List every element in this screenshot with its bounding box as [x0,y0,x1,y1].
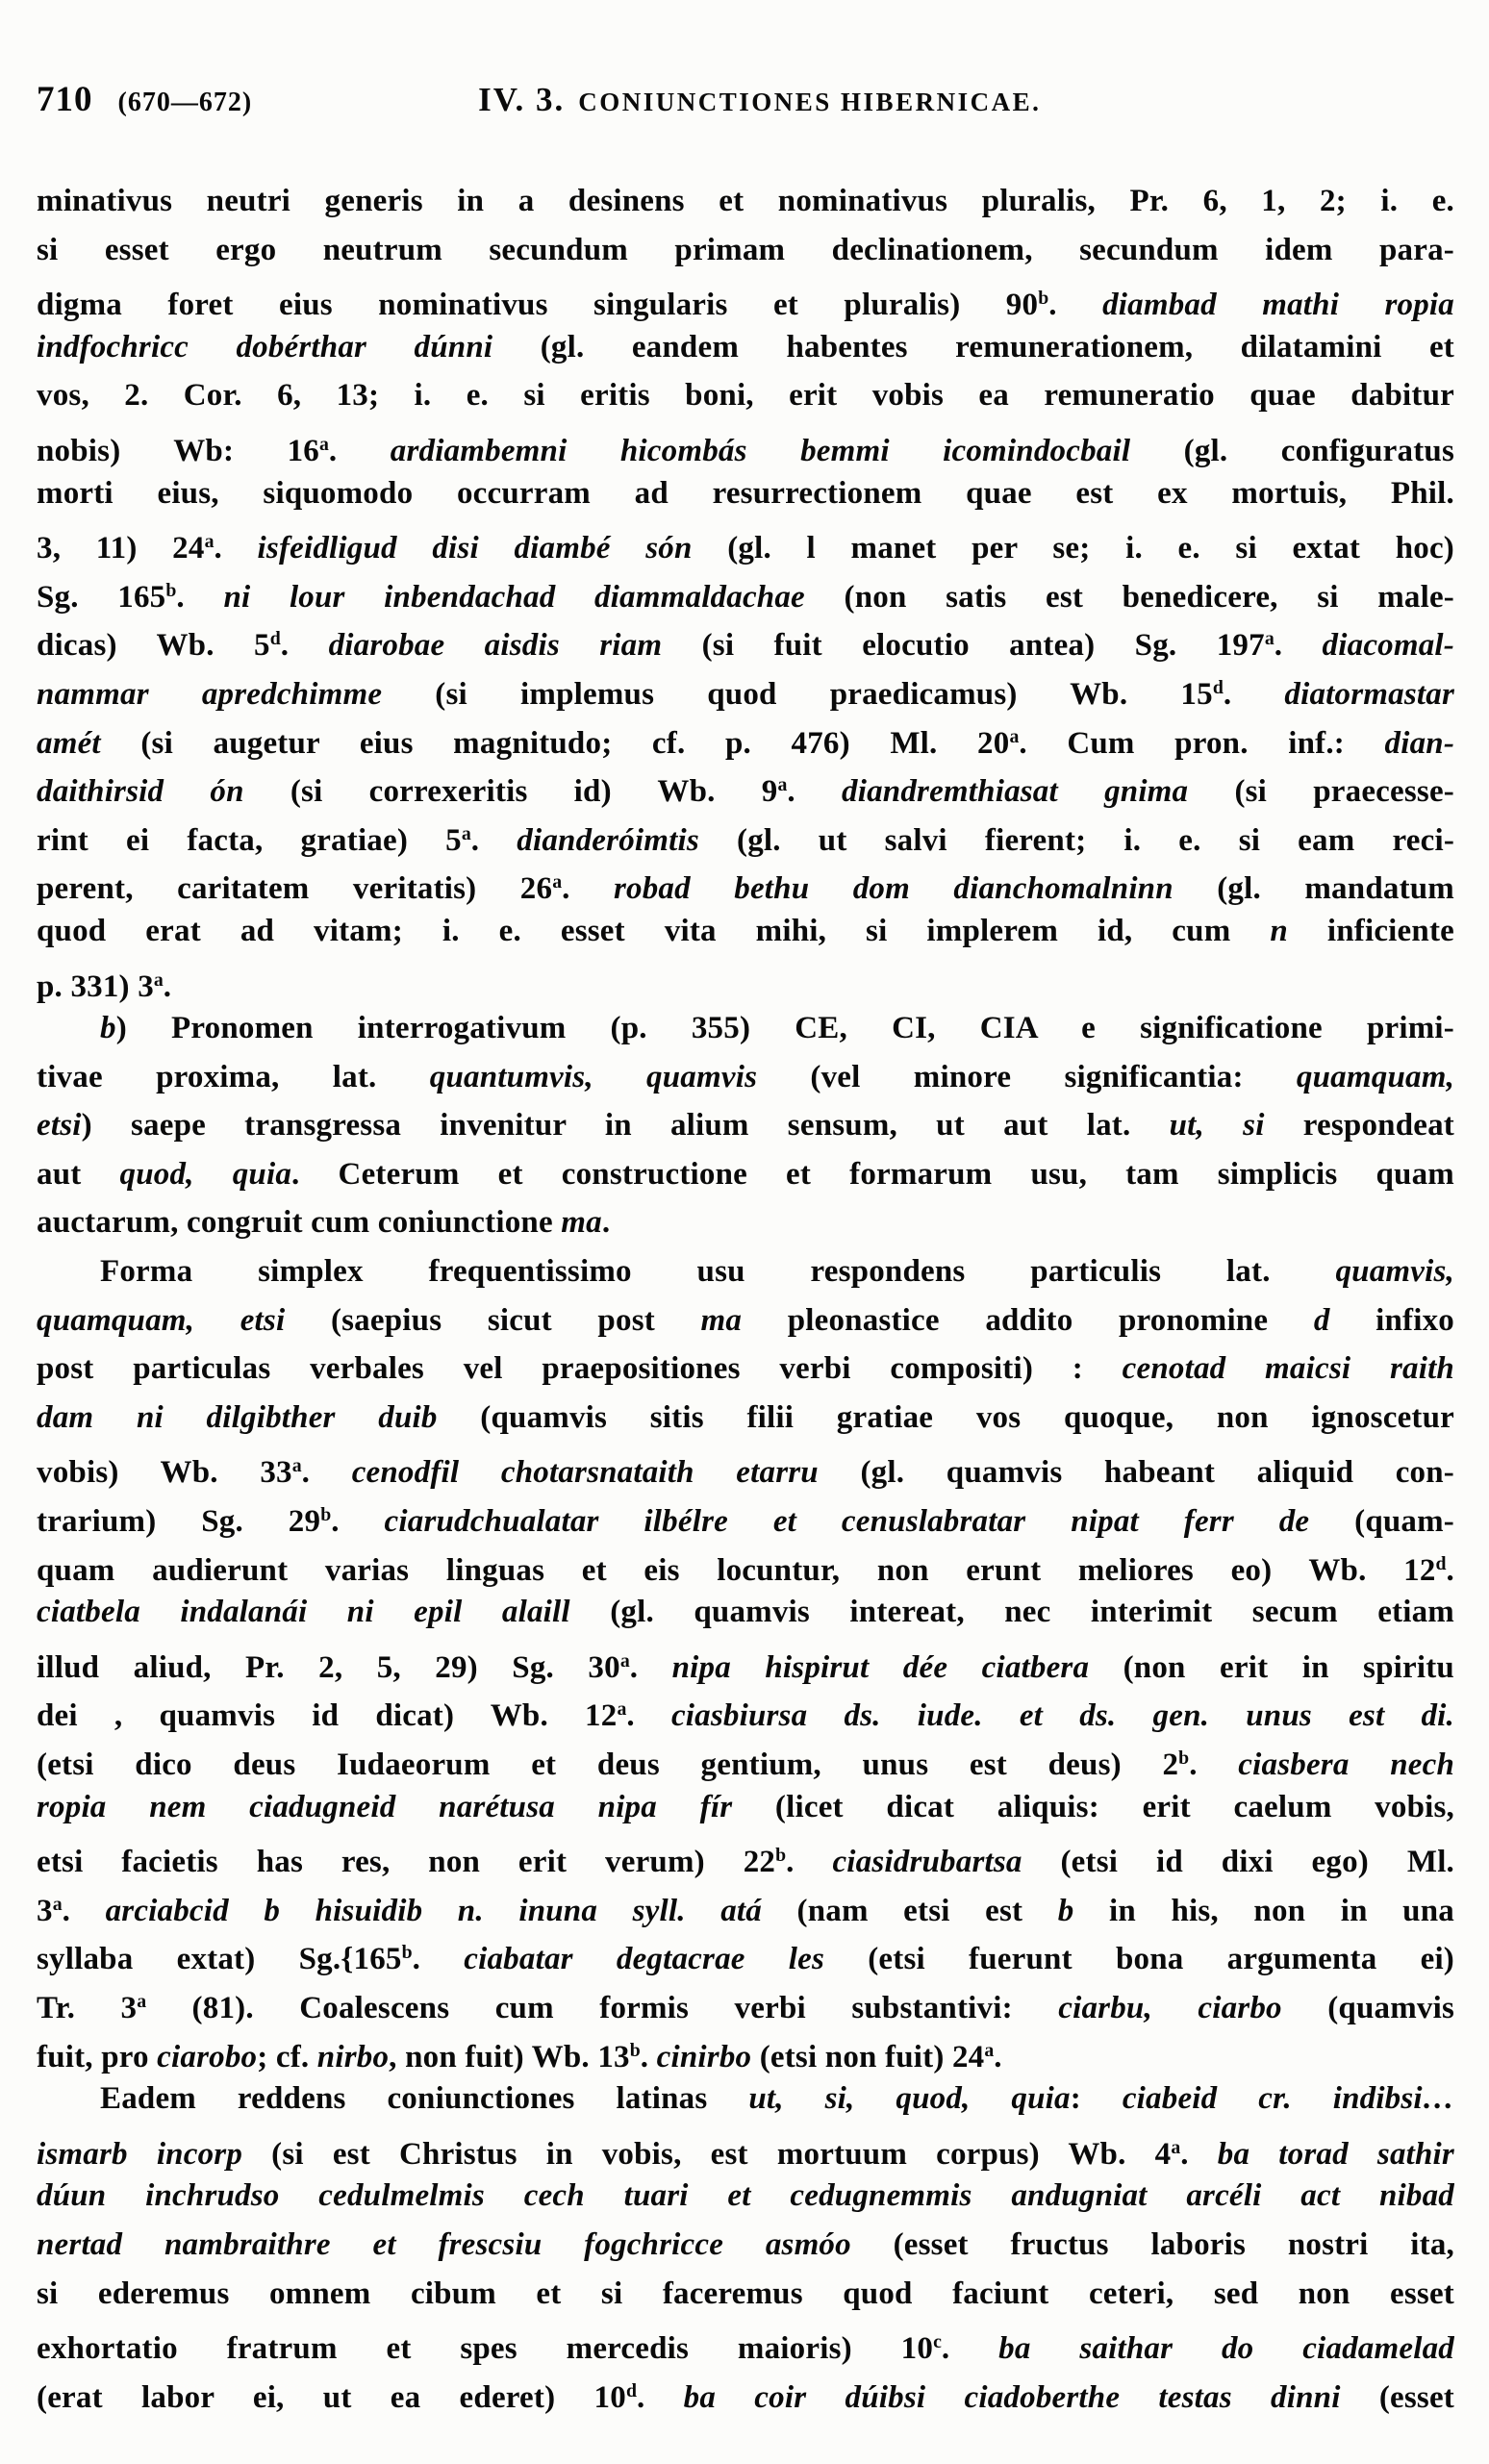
irish-phrase: ut, si, quod, quia [748,2081,1071,2117]
text-line [37,1394,1454,1443]
irish-phrase: ciasidrubartsa [832,1845,1061,1880]
latin-text: (quamvis sitis filii gratiae vos quoque, non ignoscetur [480,1399,1454,1435]
text-line [37,177,1454,226]
text-line [37,1540,1454,1589]
latin-text: nobis) Wb: 16 [37,433,319,468]
latin-text: (gl. l manet per se; i. e. si extat hoc) [727,531,1454,566]
text-line [37,1831,1454,1880]
superscript-ref: d [269,628,281,650]
text-line [37,858,1454,907]
irish-phrase: quod, quia [119,1156,292,1192]
latin-text: . [163,968,172,1004]
text-line [37,517,1454,566]
superscript-ref: a [552,871,563,893]
text-line [37,1588,1454,1637]
latin-text: aut [37,1156,120,1192]
irish-phrase: diarobae aisdis riam [328,628,702,664]
irish-phrase: nipa hispirut dée ciatbera [671,1649,1123,1685]
irish-phrase: ciabeid cr. indibsi… [1122,2081,1454,2117]
latin-text: quam audierunt varias linguas et eis locuntur, non erunt meliores eo) Wb. 12 [37,1552,1436,1588]
text-line [37,1734,1454,1783]
latin-text: illud aliud, Pr. 2, 5, 29) Sg. 30 [37,1649,620,1685]
latin-text: (quamvis [1327,1990,1454,2025]
text-line [37,1247,1454,1296]
text-line [37,810,1454,859]
latin-text: syllaba extat) Sg.{165 [37,1942,402,1977]
irish-phrase: quamquam, etsi [37,1302,331,1338]
latin-text: 3, 11) 24 [37,531,205,566]
text-line [37,2270,1454,2319]
text-line [37,2026,1454,2075]
superscript-ref: a [204,531,215,553]
latin-text: (gl. quamvis habeant aliquid con- [860,1455,1454,1491]
text-line [37,274,1454,323]
irish-phrase: dian- [1384,725,1454,761]
latin-text: . [941,2331,999,2366]
irish-phrase: cinirbo [656,2039,760,2074]
latin-text: (etsi id dixi ego) Ml. [1060,1845,1454,1880]
irish-phrase: ciasbiursa ds. iude. et ds. gen. unus est di. [670,1698,1454,1734]
latin-text: (etsi fuerunt bona argumenta ei) [868,1942,1454,1977]
text-line [37,1345,1454,1394]
latin-text: (gl. configuratus [1183,433,1454,468]
latin-text: vos, 2. Cor. 6, 13; i. e. si eritis boni, erit vobis ea remuneratio quae dabitur [37,378,1454,414]
latin-text: (non satis est benedicere, si male- [844,579,1454,615]
text-line [37,1637,1454,1686]
irish-phrase: b [1057,1893,1074,1928]
latin-text: . [640,2039,657,2074]
irish-phrase: b [100,1011,116,1046]
latin-text: ) Pronomen interrogativum (p. 355) CE, CI, CIA e significatione primi- [115,1011,1454,1046]
superscript-ref: a [461,822,471,844]
latin-text: (si augetur eius magnitudo; cf. p. 476) Ml. 20 [140,725,1010,761]
chapter-heading [478,81,1041,119]
superscript-ref: d [1435,1552,1447,1574]
text-line [37,2074,1454,2124]
irish-phrase: ba coir dúibsi ciadoberthe testas dinni [683,2379,1379,2415]
latin-text: (non erit in spiritu [1123,1649,1454,1685]
text-line [37,1442,1454,1491]
latin-text: (vel minore significantia: [810,1059,1297,1094]
text-line [37,1491,1454,1540]
irish-phrase: ciatbela indalanái ni epil alaill [37,1595,611,1630]
irish-phrase: daithirsid ón [37,774,290,809]
latin-text: (gl. ut salvi fierent; i. e. si eam reci- [737,822,1454,858]
latin-text: 3 [37,1893,53,1928]
superscript-ref: b [320,1504,332,1526]
irish-phrase: arciabcid b hisuidib n. inuna syll. atá [105,1893,797,1928]
text-line [37,2367,1454,2416]
latin-text: trarium) Sg. 29 [37,1503,321,1539]
latin-text: rint ei facta, gratiae) 5 [37,822,462,858]
superscript-ref: a [291,1455,302,1477]
latin-text: . [1180,2136,1218,2172]
latin-text: in his, non in una [1073,1893,1454,1928]
latin-text: perent, caritatem veritatis) 26 [37,871,553,907]
irish-phrase: robad bethu dom dianchomalninn [613,871,1218,907]
latin-text: infixo [1329,1302,1454,1338]
superscript-ref: c [933,2331,942,2353]
irish-phrase: ni lour inbendachad diammaldachae [223,579,845,615]
latin-text: . [301,1455,352,1491]
superscript-ref: a [619,1649,630,1672]
latin-text: Eadem reddens coniunctiones latinas [100,2081,749,2117]
irish-phrase: ut, si [1169,1108,1265,1144]
irish-phrase: d [1313,1302,1330,1338]
irish-phrase: ba saithar do ciadamelad [998,2331,1454,2366]
superscript-ref: d [1212,676,1224,698]
latin-text: . [601,1205,611,1241]
latin-text: morti eius, siquomodo occurram ad resurrectionem quae est ex mortuis, Phil. [37,475,1454,511]
superscript-ref: b [1178,1747,1190,1769]
latin-text: (si fuit elocutio antea) Sg. 197 [701,628,1265,664]
irish-phrase: isfeidligud disi diambé són [257,531,728,566]
latin-text: auctarum, congruit cum coniunctione [37,1205,562,1241]
latin-text: fuit, pro [37,2039,158,2074]
latin-text: . Ceterum et constructione et formarum usu, tam simplicis quam [291,1156,1454,1192]
irish-phrase: diatormastar [1284,676,1454,712]
text-line [37,323,1454,372]
text-line [37,1053,1454,1102]
irish-phrase: ciasbera nech [1238,1747,1454,1782]
irish-phrase: dianderóimtis [517,822,737,858]
text-line [37,1198,1454,1247]
irish-phrase: ciabatar degtacrae les [464,1942,869,1977]
text-line [37,2124,1454,2173]
irish-phrase: dam ni dilgibther duib [37,1399,481,1435]
irish-phrase: ismarb incorp [37,2136,272,2172]
latin-text: . [412,1942,465,1977]
latin-text: , non fuit) Wb. 13 [389,2039,630,2074]
text-line [37,1977,1454,2026]
superscript-ref: a [984,2039,995,2061]
latin-text: si ederemus omnem cibum et si faceremus quod faciunt ceteri, sed non esset [37,2275,1454,2311]
latin-text: vobis) Wb. 33 [37,1455,292,1491]
latin-text: (quam- [1354,1503,1454,1539]
latin-text: Forma simplex frequentissimo usu respondens particulis lat. [100,1254,1336,1290]
latin-text: ; cf. [257,2039,317,2074]
superscript-ref: a [137,1990,147,2012]
latin-text: dicas) Wb. 5 [37,628,270,664]
latin-text: . [994,2039,1002,2074]
latin-text: . [176,579,224,615]
superscript-ref: a [1264,628,1274,650]
latin-text: quod erat ad vitam; i. e. esset vita mihi, si implerem id, cum [37,913,1271,948]
irish-phrase: ciarbu, ciarbo [1058,1990,1328,2025]
irish-phrase: indfochricc dobérthar dúnni [37,329,541,365]
superscript-ref: b [401,1942,413,1964]
irish-phrase: n [1270,913,1288,948]
text-line [37,907,1454,956]
text-line [37,371,1454,420]
latin-text: . [328,433,391,468]
superscript-ref: a [52,1893,63,1915]
text-line [37,226,1454,275]
latin-text: . [1048,288,1103,323]
irish-phrase: ciarobo [157,2039,258,2074]
latin-text: digma foret eius nominativus singularis et pluralis) 90 [37,288,1039,323]
latin-text: post particulas verbales vel praepositiones verbi compositi) : [37,1351,1123,1387]
irish-phrase: nertad nambraithre et frescsiu fogchricce asmóo [37,2226,894,2262]
text-line [37,761,1454,810]
irish-phrase: nammar apredchimme [37,676,436,712]
superscript-ref: b [629,2039,641,2061]
latin-text: (gl. mandatum [1217,871,1454,907]
section-number: IV. 3. [478,81,566,118]
latin-text: tivae proxima, lat. [37,1059,430,1094]
latin-text: (etsi dico deus Iudaeorum et deus gentium, unus est deus) 2 [37,1747,1179,1782]
latin-text: (etsi non fuit) 24 [759,2039,985,2074]
latin-text: . [626,1698,671,1734]
text-line [37,420,1454,469]
irish-phrase: ciarudchualatar ilbélre et cenuslabratar nipat ferr de [384,1503,1355,1539]
superscript-ref: a [777,774,788,796]
text-line [37,1150,1454,1199]
latin-text: : [1070,2081,1123,2117]
latin-text: . [1446,1552,1454,1588]
irish-phrase: ba torad sathir [1217,2136,1454,2172]
folio-range: (670—672) [117,88,253,117]
text-line [37,2318,1454,2367]
latin-text: p. 331) 3 [37,968,154,1004]
text-line [37,2221,1454,2270]
latin-text: . [629,1649,672,1685]
text-line [37,1880,1454,1929]
latin-text: (gl. quamvis intereat, nec interimit secum etiam [610,1595,1454,1630]
text-line [37,2172,1454,2221]
latin-text: (si praecesse- [1234,774,1454,809]
text-line [37,469,1454,518]
latin-text: ) saepe transgressa invenitur in alium sensum, ut aut lat. [81,1108,1170,1144]
latin-text: (esset [1378,2379,1454,2415]
irish-phrase: ropia nem ciadugneid narétusa nipa fír [37,1789,775,1824]
irish-phrase: amét [37,725,141,761]
latin-text: Tr. 3 [37,1990,138,2025]
latin-text: . Cum pron. inf.: [1019,725,1385,761]
text-line [37,1685,1454,1734]
text-line [37,566,1454,616]
latin-text: (saepius sicut post [330,1302,701,1338]
page-body [37,177,1454,2415]
latin-text: si esset ergo neutrum secundum primam declinationem, secundum idem para- [37,232,1454,267]
latin-text: . [214,531,258,566]
latin-text: etsi facietis has res, non erit verum) 22 [37,1845,776,1880]
latin-text: (si correxeritis id) Wb. 9 [290,774,778,809]
irish-phrase: diandremthiasat gnima [842,774,1235,809]
latin-text: . [62,1893,106,1928]
superscript-ref: a [1171,2136,1181,2158]
irish-phrase: diacomal- [1322,628,1454,664]
latin-text: Sg. 165 [37,579,166,615]
latin-text: inficiente [1287,913,1454,948]
text-line [37,1004,1454,1053]
irish-phrase: quantumvis, quamvis [429,1059,811,1094]
latin-text: . [562,871,614,907]
text-line [37,1101,1454,1150]
irish-phrase: ardiambemni hicombás bemmi icomindocbail [390,433,1184,468]
latin-text: pleonastice addito pronomine [742,1302,1314,1338]
latin-text: exhortatio fratrum et spes mercedis maioris) 10 [37,2331,934,2366]
irish-phrase: quamvis, [1335,1254,1454,1290]
latin-text: (si est Christus in vobis, est mortuum corpus) Wb. 4 [271,2136,1172,2172]
text-line [37,1296,1454,1345]
latin-text: . [331,1503,385,1539]
latin-text: . [1223,676,1285,712]
superscript-ref: a [1009,725,1020,747]
latin-text: dei , quamvis id dicat) Wb. 12 [37,1698,618,1734]
latin-text: (esset fructus laboris nostri ita, [893,2226,1454,2262]
irish-phrase: cenotad maicsi raith [1122,1351,1454,1387]
text-line [37,664,1454,713]
latin-text: respondeat [1264,1108,1454,1144]
text-line [37,1928,1454,1977]
irish-phrase: quamquam, [1296,1059,1454,1094]
superscript-ref: b [165,579,177,601]
latin-text: . [470,822,517,858]
text-line [37,713,1454,762]
text-line [37,615,1454,664]
running-title: CONIUNCTIONES HIBERNICAE. [578,88,1042,116]
latin-text: (si implemus quod praedicamus) Wb. 15 [435,676,1213,712]
irish-phrase: dúun inchrudso cedulmelmis cech tuari et cedugnemmis andugniat arcéli act nibad [37,2178,1454,2214]
latin-text: . [1189,1747,1239,1782]
running-header [37,79,1454,117]
latin-text: (erat labor ei, ut ea ederet) 10 [37,2379,626,2415]
irish-phrase: nirbo [316,2039,390,2074]
latin-text: minativus neutri generis in a desinens et nominativus pluralis, Pr. 6, 1, 2; i. e. [37,184,1454,218]
superscript-ref: a [318,433,329,455]
header-left [37,79,252,120]
latin-text: . [1274,628,1323,664]
latin-text: . [787,774,842,809]
latin-text: (gl. eandem habentes remunerationem, dilatamini et [540,329,1454,365]
irish-phrase: cenodfil chotarsnataith etarru [351,1455,861,1491]
superscript-ref: d [625,2379,637,2401]
page-number: 710 [37,80,93,119]
text-line [37,956,1454,1005]
superscript-ref: b [1038,288,1049,310]
irish-phrase: diambad mathi ropia [1102,288,1454,323]
irish-phrase: etsi [37,1108,82,1144]
latin-text: . [786,1845,833,1880]
latin-text: . [636,2379,684,2415]
irish-phrase: ma [700,1302,743,1338]
latin-text: (81). Coalescens cum formis verbi substantivi: [146,1990,1059,2025]
latin-text: (nam etsi est [796,1893,1058,1928]
text-line [37,1783,1454,1832]
superscript-ref: a [617,1698,627,1721]
latin-text: . [280,628,329,664]
latin-text: (licet dicat aliquis: erit caelum vobis, [774,1789,1454,1824]
irish-phrase: ma [561,1205,602,1241]
superscript-ref: b [775,1845,787,1867]
superscript-ref: a [153,968,164,991]
